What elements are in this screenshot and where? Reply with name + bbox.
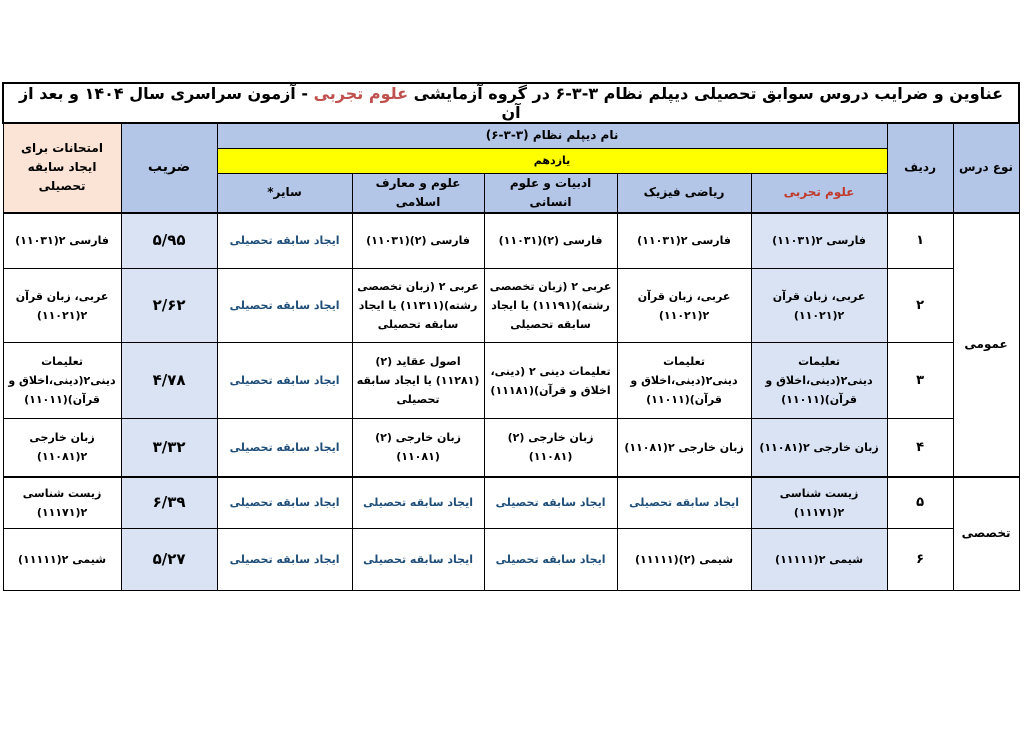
table-cell: ایجاد سابقه تحصیلی	[352, 477, 484, 529]
table-cell: شیمی (۲)(۱۱۱۱۱)	[617, 529, 751, 591]
exam-cell: فارسی ۲(۱۱۰۳۱)	[3, 213, 121, 269]
row-number: ۲	[887, 269, 953, 343]
row-number: ۴	[887, 419, 953, 477]
exam-cell: زبان خارجی ۲(۱۱۰۸۱)	[3, 419, 121, 477]
table-cell: فارسی ۲(۱۱۰۳۱)	[617, 213, 751, 269]
table-cell: ایجاد سابقه تحصیلی	[217, 343, 352, 419]
coef-value: ۴/۷۸	[121, 343, 217, 419]
table-cell: ایجاد سابقه تحصیلی	[484, 529, 617, 591]
table-cell: زبان خارجی (۲)(۱۱۰۸۱)	[484, 419, 617, 477]
table-cell: زبان خارجی (۲)(۱۱۰۸۱)	[352, 419, 484, 477]
table-cell: تعلیمات دینی ۲ (دینی، اخلاق و قرآن)(۱۱۱۸۱)	[484, 343, 617, 419]
exam-cell: زیست شناسی ۲(۱۱۱۷۱)	[3, 477, 121, 529]
table-cell: ایجاد سابقه تحصیلی	[217, 269, 352, 343]
table-cell: عربی، زبان قرآن ۲(۱۱۰۲۱)	[617, 269, 751, 343]
table-cell: ایجاد سابقه تحصیلی	[352, 529, 484, 591]
coef-value: ۵/۹۵	[121, 213, 217, 269]
course-table	[2, 82, 1020, 591]
page-title	[3, 83, 1019, 123]
exam-cell: شیمی ۲(۱۱۱۱۱)	[3, 529, 121, 591]
row-number: ۶	[887, 529, 953, 591]
row-number: ۱	[887, 213, 953, 269]
table-cell: اصول عقاید (۲)(۱۱۲۸۱) یا ایجاد سابقه تحصیلی	[352, 343, 484, 419]
col-header-sayer: سایر*	[217, 173, 352, 213]
table-cell: شیمی ۲(۱۱۱۱۱)	[751, 529, 887, 591]
row-number: ۵	[887, 477, 953, 529]
table-cell: فارسی (۲)(۱۱۰۳۱)	[484, 213, 617, 269]
title-group: علوم تجربی	[313, 84, 409, 103]
header-lesson-type: نوع درس	[953, 123, 1019, 213]
exam-cell: تعلیمات دینی۲(دینی،اخلاق و قرآن)(۱۱۰۱۱)	[3, 343, 121, 419]
table-cell: عربی ۲ (زبان تخصصی رشته)(۱۱۳۱۱) یا ایجاد سابقه تحصیلی	[352, 269, 484, 343]
title-suffix: - آزمون سراسری سال ۱۴۰۴ و بعد از آن	[18, 84, 521, 122]
col-header-maaref: علوم و معارف اسلامی	[352, 173, 484, 213]
table-cell: زبان خارجی ۲(۱۱۰۸۱)	[617, 419, 751, 477]
row-number: ۳	[887, 343, 953, 419]
table-cell: زیست شناسی ۲(۱۱۱۷۱)	[751, 477, 887, 529]
col-header-tajrobi: علوم تجربی	[751, 173, 887, 213]
col-header-ensani: ادبیات و علوم انسانی	[484, 173, 617, 213]
header-row-no: ردیف	[887, 123, 953, 213]
coef-value: ۵/۲۷	[121, 529, 217, 591]
header-coef: ضریب	[121, 123, 217, 213]
exam-cell: عربی، زبان قرآن ۲(۱۱۰۲۱)	[3, 269, 121, 343]
table-cell: ایجاد سابقه تحصیلی	[217, 213, 352, 269]
table-cell: تعلیمات دینی۲(دینی،اخلاق و قرآن)(۱۱۰۱۱)	[617, 343, 751, 419]
table-cell: عربی، زبان قرآن ۲(۱۱۰۲۱)	[751, 269, 887, 343]
table-cell: ایجاد سابقه تحصیلی	[484, 477, 617, 529]
header-exams: امتحانات برای ایجاد سابقه تحصیلی	[3, 123, 121, 213]
coef-value: ۳/۳۲	[121, 419, 217, 477]
table-cell: تعلیمات دینی۲(دینی،اخلاق و قرآن)(۱۱۰۱۱)	[751, 343, 887, 419]
coef-value: ۲/۶۲	[121, 269, 217, 343]
document-frame	[2, 82, 1018, 591]
col-header-riazi: ریاضی فیزیک	[617, 173, 751, 213]
table-cell: ایجاد سابقه تحصیلی	[217, 529, 352, 591]
title-prefix: عناوین و ضرایب دروس سوابق تحصیلی دیپلم نظام ۳-۳-۶ در گروه آزمایشی	[413, 84, 1004, 103]
table-cell: فارسی (۲)(۱۱۰۳۱)	[352, 213, 484, 269]
header-grade: یازدهم	[217, 148, 887, 173]
category-general: عمومی	[953, 213, 1019, 477]
table-cell: ایجاد سابقه تحصیلی	[217, 477, 352, 529]
header-diploma-name: نام دیپلم نظام (۳-۳-۶)	[217, 123, 887, 148]
table-cell: زبان خارجی ۲(۱۱۰۸۱)	[751, 419, 887, 477]
table-cell: فارسی ۲(۱۱۰۳۱)	[751, 213, 887, 269]
table-cell: ایجاد سابقه تحصیلی	[617, 477, 751, 529]
table-cell: ایجاد سابقه تحصیلی	[217, 419, 352, 477]
coef-value: ۶/۳۹	[121, 477, 217, 529]
table-cell: عربی ۲ (زبان تخصصی رشته)(۱۱۱۹۱) یا ایجاد سابقه تحصیلی	[484, 269, 617, 343]
category-special: تخصصی	[953, 477, 1019, 591]
